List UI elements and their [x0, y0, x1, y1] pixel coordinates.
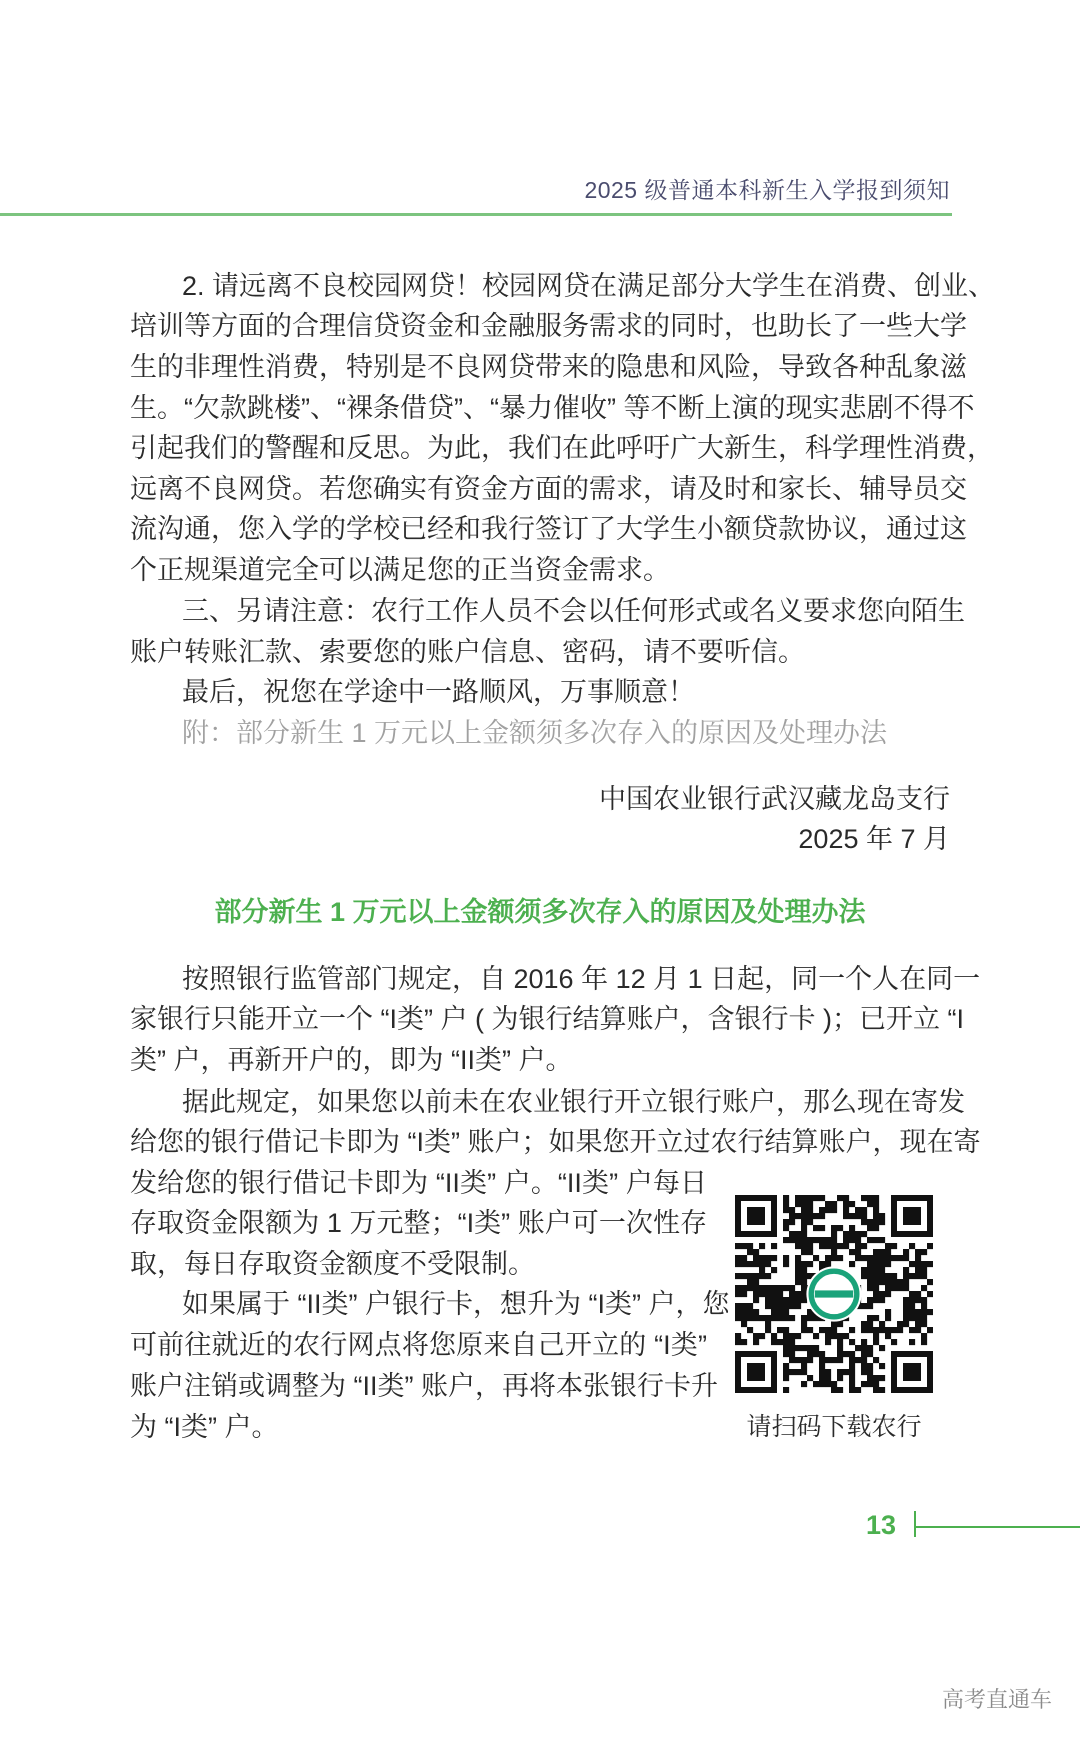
account-type-paragraph-line: 发给您的银行借记卡即为 “II类” 户。“II类” 户每日: [130, 1168, 707, 1198]
header-rule: [0, 213, 952, 216]
running-header: 2025 级普通本科新生入学报到须知: [584, 177, 950, 203]
page-number: 13: [866, 1510, 897, 1540]
loan-paragraph-line: 生。“欠款跳楼”、“裸条借贷”、“暴力催收” 等不断上演的现实悲剧不得不: [130, 393, 975, 423]
watermark: 高考直通车: [942, 1687, 1053, 1712]
rule-paragraph-line: 按照银行监管部门规定，自 2016 年 12 月 1 日起，同一个人在同一: [182, 964, 981, 994]
account-type-paragraph-line: 存取资金限额为 1 万元整；“I类” 账户可一次性存: [130, 1208, 707, 1238]
page-number-rule: [914, 1526, 1080, 1528]
upgrade-paragraph-line: 为 “I类” 户。: [130, 1412, 279, 1442]
account-type-paragraph-line: 据此规定，如果您以前未在农业银行开立银行账户，那么现在寄发: [182, 1087, 965, 1117]
closing-line: 最后，祝您在学途中一路顺风，万事顺意！: [182, 677, 695, 707]
abc-app-qr-code[interactable]: [735, 1195, 933, 1393]
appendix-title: 部分新生 1 万元以上金额须多次存入的原因及处理办法: [214, 897, 866, 927]
abc-logo-icon: [806, 1266, 861, 1321]
notice-paragraph-line: 账户转账汇款、索要您的账户信息、密码，请不要听信。: [130, 637, 805, 667]
loan-paragraph-line: 生的非理性消费，特别是不良网贷带来的隐患和风险，导致各种乱象滋: [130, 352, 967, 382]
qr-caption: 请扫码下载农行: [746, 1413, 922, 1441]
signature: 中国农业银行武汉藏龙岛支行: [599, 784, 950, 814]
loan-paragraph-line: 流沟通，您入学的学校已经和我行签订了大学生小额贷款协议，通过这: [130, 514, 967, 544]
page-number-divider: [914, 1511, 916, 1537]
signature-date: 2025 年 7 月: [798, 824, 950, 854]
loan-paragraph-line: 个正规渠道完全可以满足您的正当资金需求。: [130, 555, 670, 585]
loan-paragraph-line: 引起我们的警醒和反思。为此，我们在此呼吁广大新生，科学理性消费，: [130, 433, 994, 463]
account-type-paragraph-line: 给您的银行借记卡即为 “I类” 账户；如果您开立过农行结算账户，现在寄: [130, 1127, 981, 1157]
account-type-paragraph-line: 取，每日存取资金额度不受限制。: [130, 1249, 535, 1279]
loan-paragraph-line: 2. 请远离不良校园网贷！校园网贷在满足部分大学生在消费、创业、: [182, 271, 996, 301]
upgrade-paragraph-line: 可前往就近的农行网点将您原来自己开立的 “I类”: [130, 1330, 707, 1360]
upgrade-paragraph-line: 账户注销或调整为 “II类” 账户，再将本张银行卡升: [130, 1371, 718, 1401]
notice-paragraph-line: 三、另请注意：农行工作人员不会以任何形式或名义要求您向陌生: [182, 596, 965, 626]
rule-paragraph-line: 类” 户，再新开户的，即为 “II类” 户。: [130, 1045, 573, 1075]
loan-paragraph-line: 培训等方面的合理信贷资金和金融服务需求的同时，也助长了一些大学: [130, 311, 967, 341]
attachment-note: 附：部分新生 1 万元以上金额须多次存入的原因及处理办法: [182, 718, 888, 748]
rule-paragraph-line: 家银行只能开立一个 “I类” 户 ( 为银行结算账户，含银行卡 )；已开立 “I: [130, 1004, 964, 1034]
loan-paragraph-line: 远离不良网贷。若您确实有资金方面的需求，请及时和家长、辅导员交: [130, 474, 967, 504]
upgrade-paragraph-line: 如果属于 “II类” 户银行卡，想升为 “I类” 户，您: [182, 1289, 730, 1319]
